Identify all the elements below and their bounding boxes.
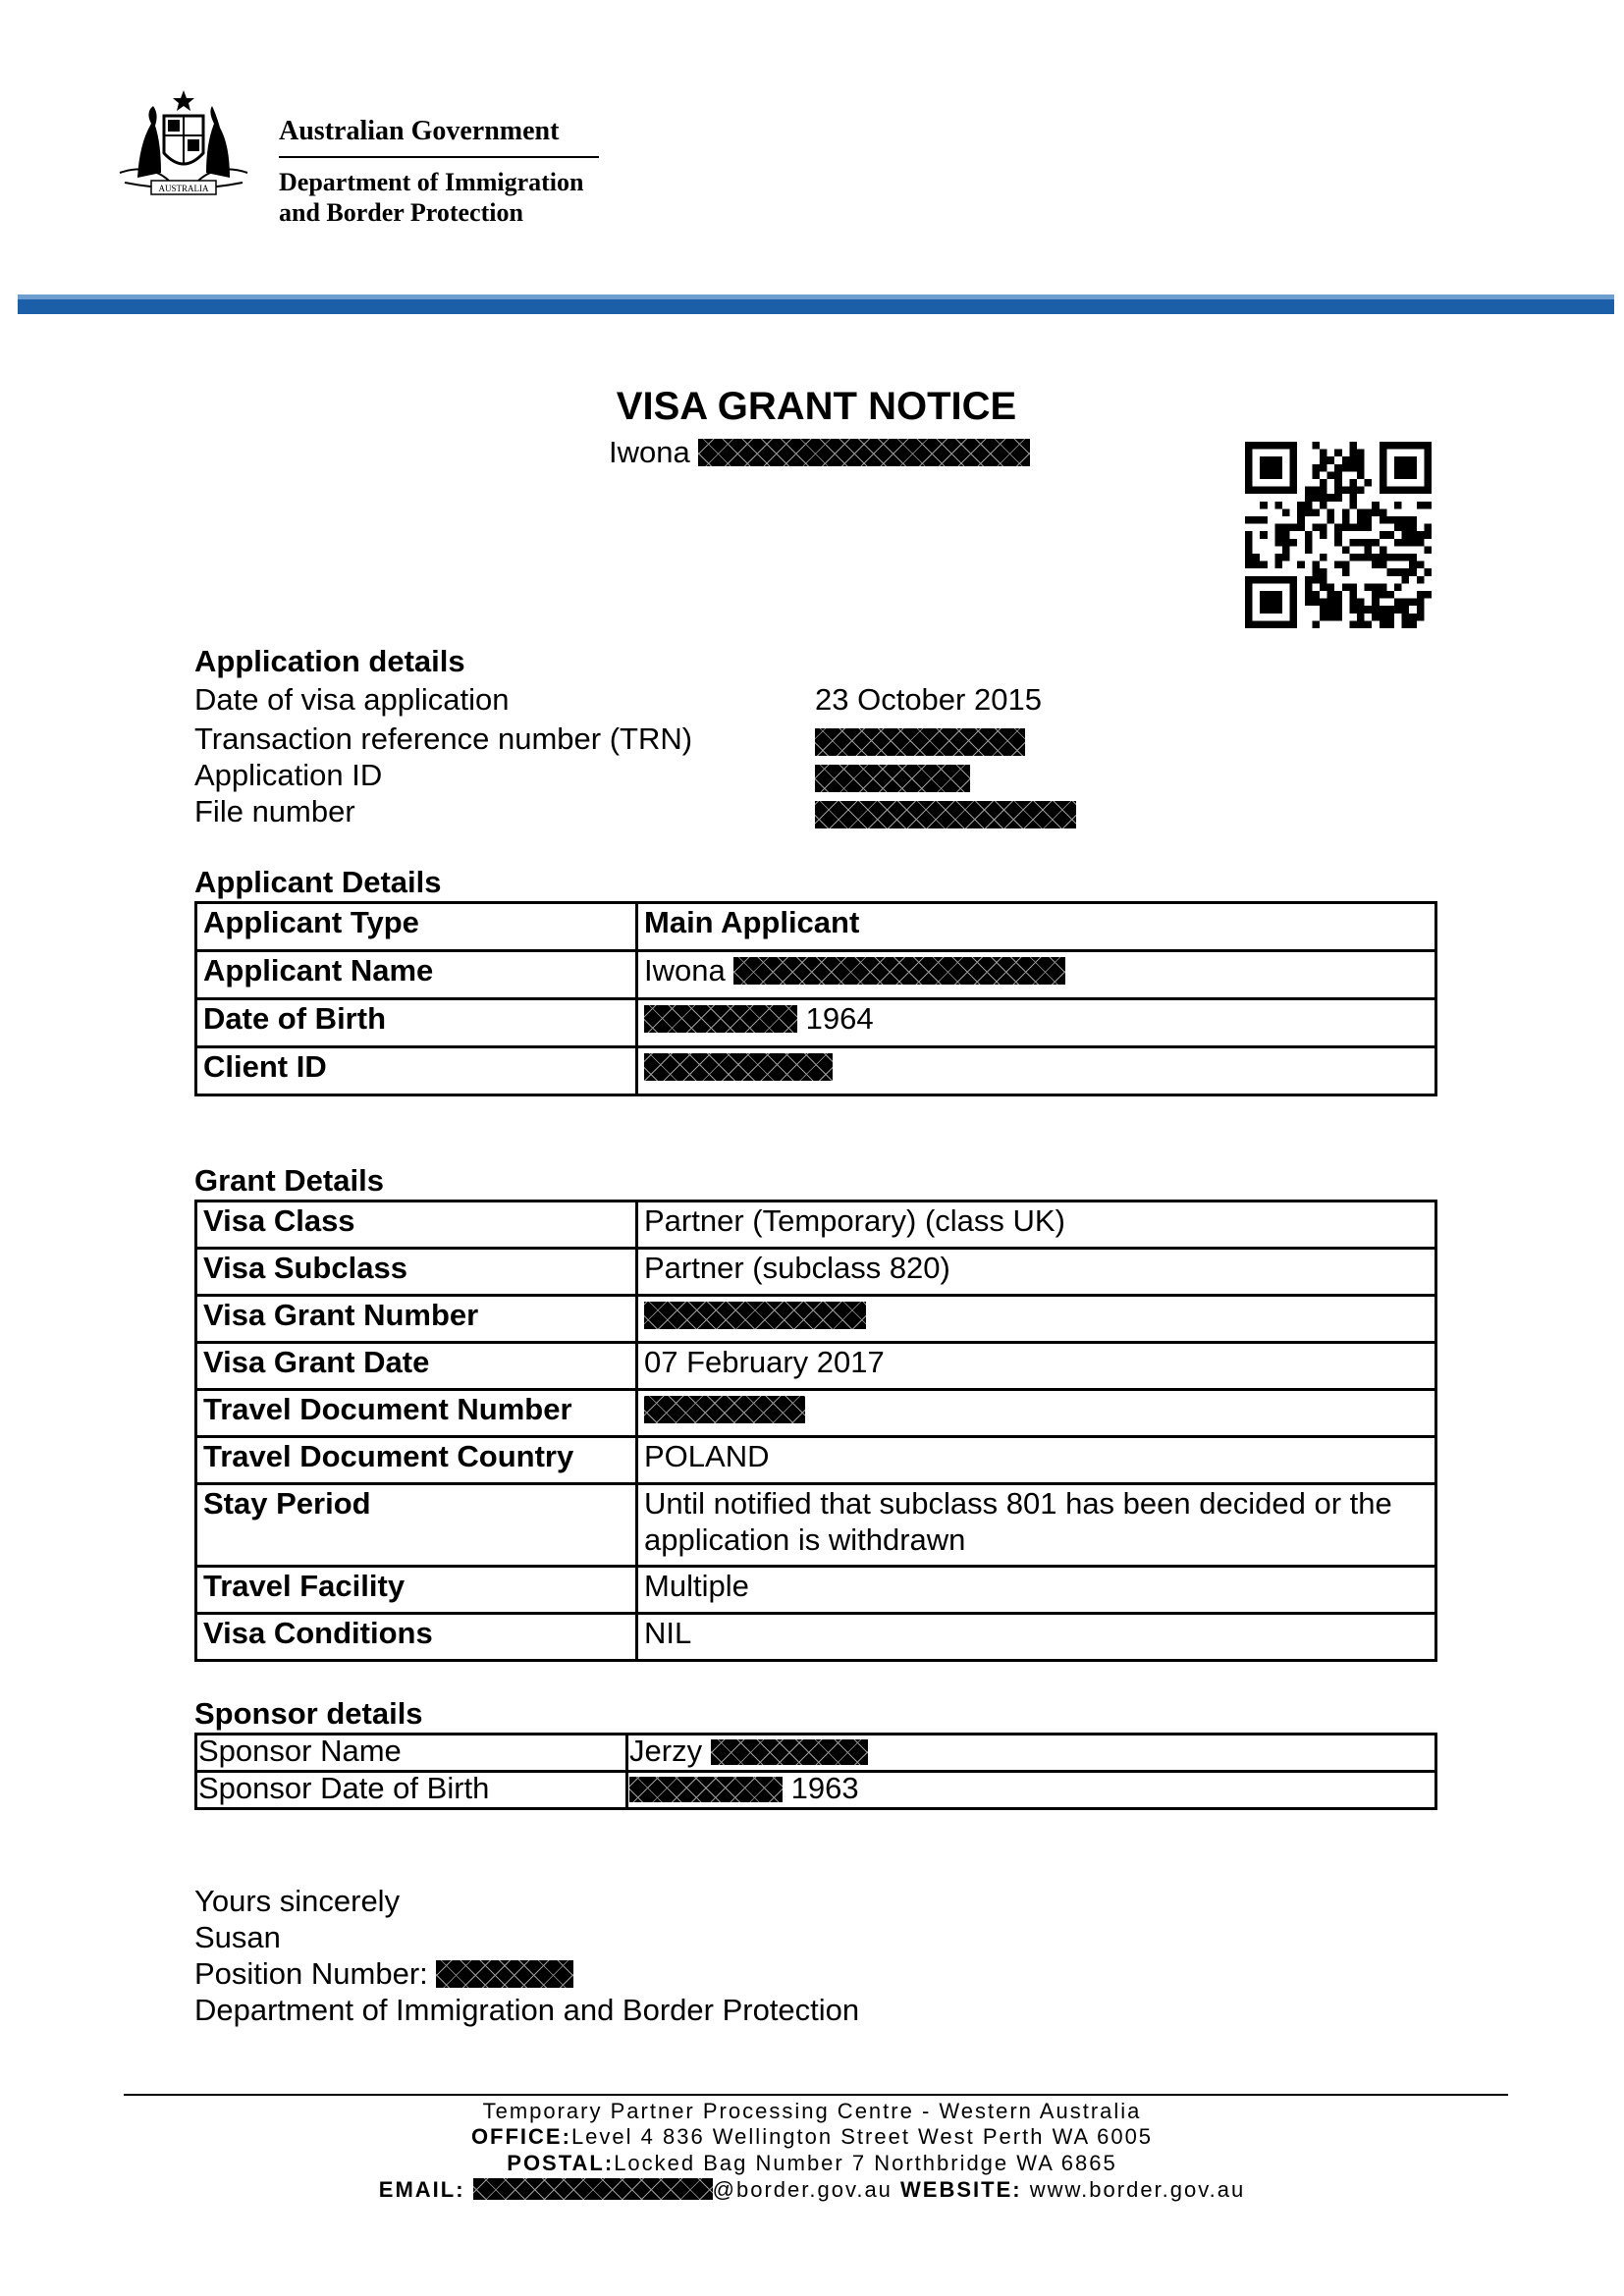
visa-conditions-value: NIL bbox=[637, 1614, 1436, 1661]
closing-line: Yours sincerely bbox=[194, 1884, 401, 1918]
footer-rule bbox=[124, 2094, 1508, 2096]
footer-office-value: Level 4 836 Wellington Street West Perth WA 6005 bbox=[570, 2124, 1154, 2149]
redaction-block bbox=[629, 1777, 783, 1802]
applicant-name-label: Applicant Name bbox=[196, 951, 637, 999]
redaction-block bbox=[436, 1960, 573, 1988]
sponsor-details-heading: Sponsor details bbox=[194, 1696, 423, 1731]
coat-of-arms-logo bbox=[110, 84, 257, 202]
redaction-block bbox=[644, 1396, 805, 1423]
birth-year: 1964 bbox=[805, 1001, 874, 1036]
client-id-value bbox=[637, 1047, 1436, 1095]
redaction-block bbox=[815, 801, 1076, 828]
footer-postal-value: Locked Bag Number 7 Northbridge WA 6865 bbox=[614, 2151, 1117, 2175]
sponsor-dob-label: Sponsor Date of Birth bbox=[196, 1772, 627, 1809]
department-line-1: Department of Immigration bbox=[279, 168, 584, 196]
table-row bbox=[196, 1772, 1436, 1809]
table-row bbox=[196, 1390, 1436, 1437]
footer-contact bbox=[0, 2177, 1624, 2203]
table-row bbox=[196, 1343, 1436, 1390]
table-row bbox=[196, 903, 1436, 951]
visa-grant-number-value bbox=[637, 1296, 1436, 1343]
travel-document-number-value bbox=[637, 1390, 1436, 1437]
table-row bbox=[196, 1735, 1436, 1772]
app-value-date: 23 October 2015 bbox=[815, 682, 1042, 717]
signatory-name: Susan bbox=[194, 1920, 281, 1954]
footer-postal bbox=[0, 2151, 1624, 2176]
redaction-block bbox=[733, 957, 1065, 985]
footer-website-label: WEBSITE: bbox=[900, 2177, 1022, 2202]
grant-details-heading: Grant Details bbox=[194, 1163, 384, 1198]
table-row bbox=[196, 999, 1436, 1047]
footer-centre: Temporary Partner Processing Centre - Western Australia bbox=[482, 2099, 1142, 2123]
applicant-details-table bbox=[194, 901, 1437, 1096]
applicant-details-heading: Applicant Details bbox=[194, 865, 442, 899]
sponsor-details-table bbox=[194, 1733, 1437, 1810]
department-name bbox=[279, 167, 584, 228]
redaction-block bbox=[698, 439, 1030, 466]
redaction-block bbox=[644, 1005, 797, 1033]
table-row bbox=[196, 1201, 1436, 1249]
position-number-label: Position Number: bbox=[194, 1956, 428, 1991]
travel-facility-label: Travel Facility bbox=[196, 1567, 637, 1614]
date-of-birth-label: Date of Birth bbox=[196, 999, 637, 1047]
table-row bbox=[196, 1614, 1436, 1661]
travel-document-country-value: POLAND bbox=[637, 1437, 1436, 1484]
footer-office-label: OFFICE: bbox=[470, 2124, 571, 2149]
page-title: VISA GRANT NOTICE bbox=[616, 385, 1017, 428]
government-name: Australian Government bbox=[279, 116, 560, 146]
header-band bbox=[18, 294, 1614, 314]
signatory-department: Department of Immigration and Border Protection bbox=[194, 1993, 860, 2027]
visa-subclass-value: Partner (subclass 820) bbox=[637, 1249, 1436, 1296]
grant-details-table bbox=[194, 1200, 1437, 1662]
table-row bbox=[196, 1437, 1436, 1484]
visa-class-label: Visa Class bbox=[196, 1201, 637, 1249]
visa-conditions-label: Visa Conditions bbox=[196, 1614, 637, 1661]
redaction-block bbox=[711, 1739, 868, 1765]
footer-postal-label: POSTAL: bbox=[507, 2151, 615, 2175]
footer-email-domain: @border.gov.au bbox=[712, 2177, 893, 2202]
travel-document-country-label: Travel Document Country bbox=[196, 1437, 637, 1484]
stay-period-label: Stay Period bbox=[196, 1484, 637, 1567]
applicant-type-label: Applicant Type bbox=[196, 903, 637, 951]
position-number bbox=[194, 1955, 573, 1992]
table-row bbox=[196, 951, 1436, 999]
redaction-block bbox=[473, 2178, 713, 2200]
application-details-heading: Application details bbox=[194, 644, 465, 678]
sponsor-dob-value bbox=[627, 1772, 1436, 1809]
table-row bbox=[196, 1296, 1436, 1343]
redaction-block bbox=[644, 1053, 833, 1081]
visa-class-value: Partner (Temporary) (class UK) bbox=[637, 1201, 1436, 1249]
footer-email-label: EMAIL: bbox=[378, 2177, 465, 2202]
table-row bbox=[196, 1484, 1436, 1567]
stay-period-value: Until notified that subclass 801 has been decided or the application is withdrawn bbox=[637, 1484, 1436, 1567]
app-label-file-number: File number bbox=[194, 794, 355, 828]
sponsor-first-name: Jerzy bbox=[629, 1734, 703, 1768]
sponsor-name-label: Sponsor Name bbox=[196, 1735, 627, 1772]
visa-grant-date-label: Visa Grant Date bbox=[196, 1343, 637, 1390]
visa-grant-number-label: Visa Grant Number bbox=[196, 1296, 637, 1343]
app-label-trn: Transaction reference number (TRN) bbox=[194, 721, 693, 756]
footer-office bbox=[0, 2124, 1624, 2150]
header-rule bbox=[279, 156, 599, 158]
travel-facility-value: Multiple bbox=[637, 1567, 1436, 1614]
visa-grant-date-value: 07 February 2017 bbox=[637, 1343, 1436, 1390]
app-label-date: Date of visa application bbox=[194, 682, 510, 717]
date-of-birth-value bbox=[637, 999, 1436, 1047]
table-row bbox=[196, 1047, 1436, 1095]
footer-website-link[interactable]: www.border.gov.au bbox=[1029, 2177, 1246, 2202]
table-row bbox=[196, 1567, 1436, 1614]
applicant-first-name: Iwona bbox=[644, 953, 726, 988]
table-row bbox=[196, 1249, 1436, 1296]
redaction-block bbox=[815, 728, 1025, 756]
addressee bbox=[609, 434, 1030, 470]
applicant-type-value: Main Applicant bbox=[637, 903, 1436, 951]
redaction-block bbox=[644, 1302, 866, 1329]
applicant-name-value bbox=[637, 951, 1436, 999]
sponsor-name-value bbox=[627, 1735, 1436, 1772]
visa-subclass-label: Visa Subclass bbox=[196, 1249, 637, 1296]
redaction-block bbox=[815, 765, 970, 792]
travel-document-number-label: Travel Document Number bbox=[196, 1390, 637, 1437]
department-line-2: and Border Protection bbox=[279, 198, 523, 227]
client-id-label: Client ID bbox=[196, 1047, 637, 1095]
qr-code bbox=[1245, 442, 1432, 633]
addressee-first-name: Iwona bbox=[609, 435, 690, 469]
sponsor-birth-year: 1963 bbox=[790, 1771, 859, 1805]
svg-text:AUSTRALIA: AUSTRALIA bbox=[158, 184, 209, 193]
app-label-application-id: Application ID bbox=[194, 758, 383, 792]
